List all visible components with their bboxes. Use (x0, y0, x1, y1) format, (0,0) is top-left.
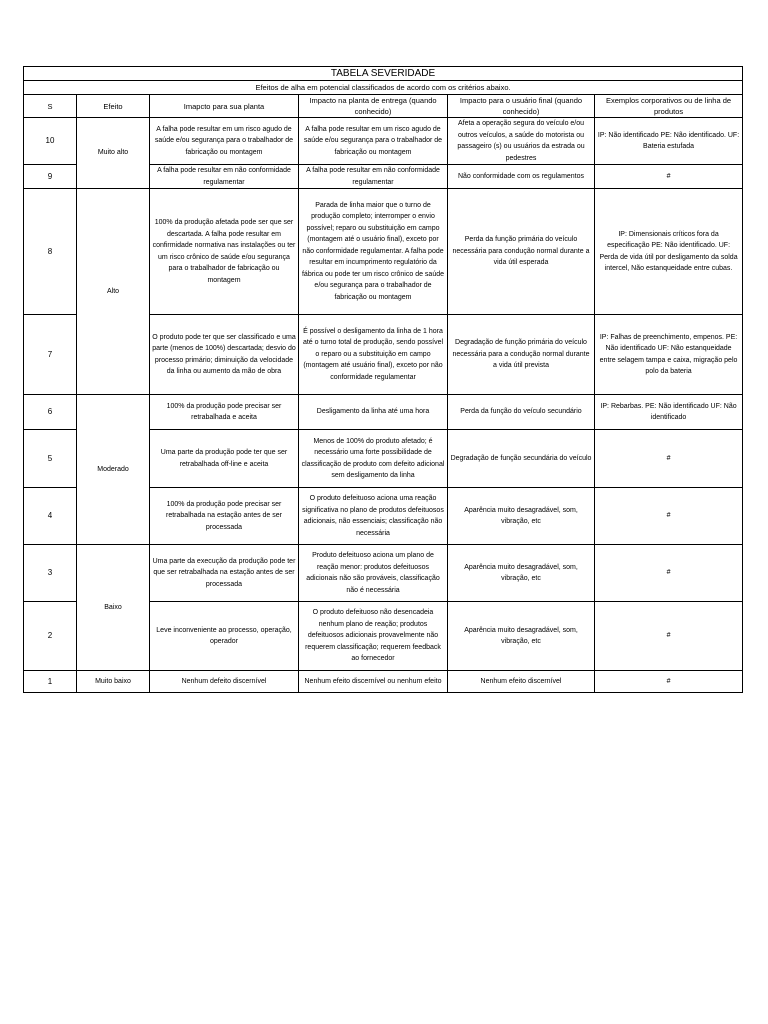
delivery-impact-cell: Parada de linha maior que o turno de produção completo; interromper o envio possível; reparo ou substituição em campo (montagem até o usuário final), exceto por não conformidade regulamentar. A falha pode resultar em incumprimento regulatório da fábrica ou pode ter um risco crônico de saúde e/ou segurança para o trabalhador de fabricação ou montagem (299, 189, 448, 315)
effect-cell: Alto (77, 189, 150, 395)
header-delivery-impact: Impacto na planta de entrega (quando conhecido) (299, 95, 448, 118)
severity-value: 6 (24, 395, 77, 430)
user-impact-cell: Degradação de função primária do veículo necessária para a condução normal durante a vida útil prevista (448, 315, 595, 395)
examples-cell: # (595, 602, 743, 671)
table-row (24, 189, 743, 315)
plant-impact-cell: Uma parte da produção pode ter que ser retrabalhada off-line e aceita (150, 430, 299, 488)
examples-cell: # (595, 430, 743, 488)
header-examples: Exemplos corporativos ou de linha de produtos (595, 95, 743, 118)
severity-value: 1 (24, 671, 77, 693)
effect-cell: Muito baixo (77, 671, 150, 693)
severity-value: 5 (24, 430, 77, 488)
header-user-impact: Impacto para o usuário final (quando conhecido) (448, 95, 595, 118)
examples-cell: # (595, 671, 743, 693)
severity-value: 4 (24, 488, 77, 545)
examples-cell: # (595, 165, 743, 189)
delivery-impact-cell: Produto defeituoso aciona um plano de reação menor: produtos defeituosos adicionais não são prováveis, classificação não é necessária (299, 545, 448, 602)
examples-cell: # (595, 545, 743, 602)
plant-impact-cell: O produto pode ter que ser classificado e uma parte (menos de 100%) descartada; desvio do processo primário; diminuição da velocidade da linha ou aumento da mão de obra (150, 315, 299, 395)
header-plant-impact: Imapcto para sua planta (150, 95, 299, 118)
delivery-impact-cell: Nenhum efeito discernível ou nenhum efeito (299, 671, 448, 693)
severity-value: 10 (24, 118, 77, 165)
table-row (24, 671, 743, 693)
table-row (24, 545, 743, 602)
severity-value: 2 (24, 602, 77, 671)
table-row (24, 118, 743, 165)
plant-impact-cell: 100% da produção pode precisar ser retrabalhada e aceita (150, 395, 299, 430)
delivery-impact-cell: O produto defeituoso aciona uma reação significativa no plano de produtos defeituosos adicionais, não essenciais; classificação não necessária (299, 488, 448, 545)
plant-impact-cell: Nenhum defeito discernível (150, 671, 299, 693)
plant-impact-cell: 100% da produção afetada pode ser que ser descartada. A falha pode resultar em confirmidade normativa nas instalações ou ter um risco crônico de saúde e/ou segurança para o trabalhador de fabricação ou montagem (150, 189, 299, 315)
effect-cell: Baixo (77, 545, 150, 671)
table-subtitle: Efeitos de alha em potencial classificados de acordo com os critérios abaixo. (24, 81, 743, 95)
examples-cell: # (595, 488, 743, 545)
delivery-impact-cell: É possível o desligamento da linha de 1 hora até o turno total de produção, sendo possível o reparo ou a substituição em campo (montagem até usuário final), exceto por não conformidade regulamentar (299, 315, 448, 395)
user-impact-cell: Afeta a operação segura do veículo e/ou outros veículos, a saúde do motorista ou passageiro (s) ou usuários da estrada ou pedestres (448, 118, 595, 165)
plant-impact-cell: Uma parte da execução da produção pode ter que ser retrabalhada na estação antes de ser processada (150, 545, 299, 602)
examples-cell: IP: Falhas de preenchimento, empenos. PE: Não identificado UF: Não estanqueidade entre selagem tampa e caixa, migração pelo polo da bateria (595, 315, 743, 395)
table-row (24, 395, 743, 430)
header-effect: Efeito (77, 95, 150, 118)
delivery-impact-cell: Desligamento da linha até uma hora (299, 395, 448, 430)
header-s: S (24, 95, 77, 118)
header-row (24, 95, 743, 118)
severity-value: 7 (24, 315, 77, 395)
user-impact-cell: Perda da função do veículo secundário (448, 395, 595, 430)
user-impact-cell: Nenhum efeito discernível (448, 671, 595, 693)
examples-cell: IP: Não identificado PE: Não identificado. UF: Bateria estufada (595, 118, 743, 165)
delivery-impact-cell: O produto defeituoso não desencadeia nenhum plano de reação; produtos defeituosos adicionais provavelmente não requerem classificação; requerem feedback ao fornecedor (299, 602, 448, 671)
plant-impact-cell: A falha pode resultar em um risco agudo de saúde e/ou segurança para o trabalhador de fabricação ou montagem (150, 118, 299, 165)
severity-table (23, 66, 743, 693)
delivery-impact-cell: A falha pode resultar em não conformidade regulamentar (299, 165, 448, 189)
severity-value: 3 (24, 545, 77, 602)
user-impact-cell: Aparência muito desagradável, som, vibração, etc (448, 488, 595, 545)
severity-value: 8 (24, 189, 77, 315)
plant-impact-cell: Leve inconveniente ao processo, operação, operador (150, 602, 299, 671)
severity-value: 9 (24, 165, 77, 189)
examples-cell: IP: Rebarbas. PE: Não identificado UF: Não identificado (595, 395, 743, 430)
user-impact-cell: Perda da função primária do veículo necessária para condução normal durante a vida útil esperada (448, 189, 595, 315)
plant-impact-cell: 100% da produção pode precisar ser retrabalhada na estação antes de ser processada (150, 488, 299, 545)
delivery-impact-cell: A falha pode resultar em um risco agudo de saúde e/ou segurança para o trabalhador de fabricação ou montagem (299, 118, 448, 165)
user-impact-cell: Degradação de função secundária do veículo (448, 430, 595, 488)
delivery-impact-cell: Menos de 100% do produto afetado; é necessário uma forte possibilidade de classificação de produto com defeito adicional sem desligamento da linha (299, 430, 448, 488)
examples-cell: IP: Dimensionais críticos fora da especificação PE: Não identificado. UF: Perda de vida útil por desligamento da solda intercel, Não estanqueidade entre cubas. (595, 189, 743, 315)
user-impact-cell: Aparência muito desagradável, som, vibração, etc (448, 602, 595, 671)
user-impact-cell: Aparência muito desagradável, som, vibração, etc (448, 545, 595, 602)
table-title: TABELA SEVERIDADE (24, 67, 743, 81)
plant-impact-cell: A falha pode resultar em não conformidade regulamentar (150, 165, 299, 189)
effect-cell: Moderado (77, 395, 150, 545)
user-impact-cell: Não conformidade com os regulamentos (448, 165, 595, 189)
effect-cell: Muito alto (77, 118, 150, 189)
